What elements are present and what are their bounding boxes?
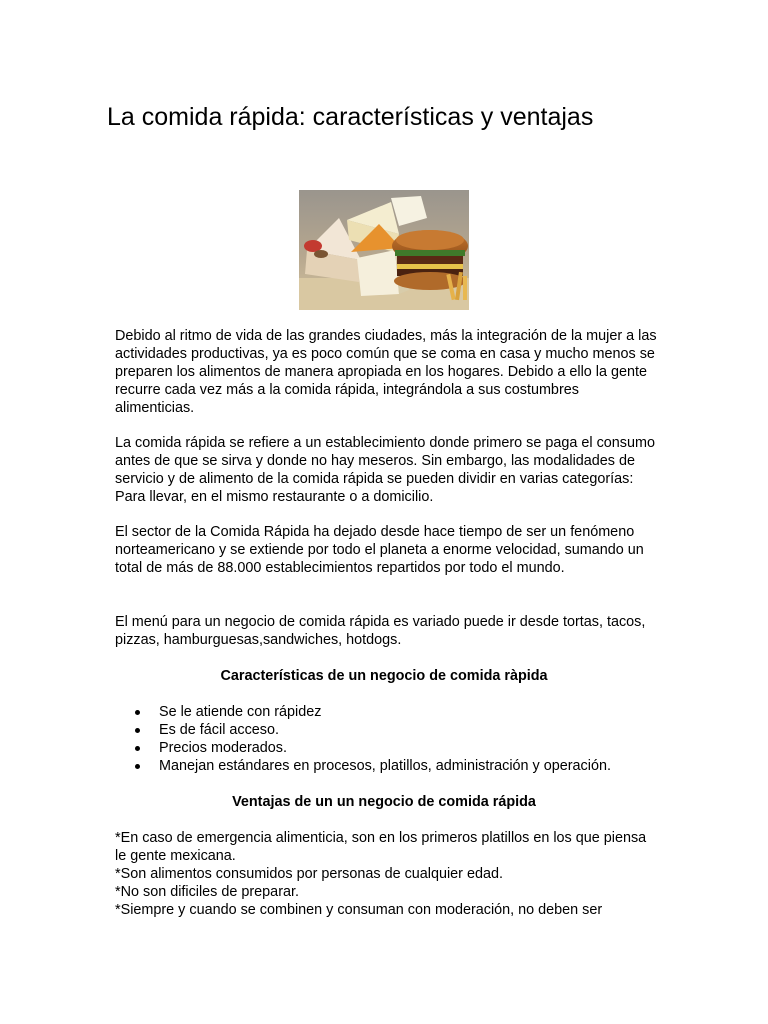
fast-food-photo: [299, 190, 469, 310]
bullet-icon: [135, 746, 140, 751]
characteristics-list: [130, 703, 690, 775]
intro-paragraph: Debido al ritmo de vida de las grandes ciudades, más la integración de la mujer a las actividades productivas, ya es poco común que se coma en casa y mucho menos se preparen los alimentos de manera apropiada en los hogares. Debido a ello la gente recurre cada vez más a la comida rápida, integrándola a sus costumbres alimenticias.: [115, 328, 657, 416]
advantages-list: [115, 829, 660, 919]
advantages-heading: Ventajas de un un negocio de comida rápida: [232, 794, 536, 810]
list-item: Precios moderados.: [130, 739, 690, 757]
sector-paragraph: El sector de la Comida Rápida ha dejado desde hace tiempo de ser un fenómeno norteamericano y se extiende por todo el planeta a enorme velocidad, sumando un total de más de 88.000 establecimientos repartidos por todo el mundo.: [115, 524, 644, 576]
list-item: Se le atiende con rápidez: [130, 703, 690, 721]
bullet-icon: [135, 728, 140, 733]
bullet-icon: [135, 710, 140, 715]
menu-paragraph: El menú para un negocio de comida rápida es variado puede ir desde tortas, tacos, pizzas, hamburguesas,sandwiches, hotdogs.: [115, 614, 646, 648]
advantage-item: *Siempre y cuando se combinen y consuman con moderación, no deben ser: [115, 902, 603, 918]
definition-paragraph: La comida rápida se refiere a un establecimiento donde primero se paga el consumo antes de que se sirva y donde no hay meseros. Sin embargo, las modalidades de servicio y de alimento de la comida rápida se pueden dividir en varias categorías: Para llevar, en el mismo restaurante o a domicilio.: [115, 435, 655, 505]
bullet-icon: [135, 764, 140, 769]
advantage-item: *No son dificiles de preparar.: [115, 884, 299, 900]
page-title: La comida rápida: características y ventajas: [107, 103, 594, 131]
characteristics-heading: Características de un negocio de comida ràpida: [220, 668, 548, 684]
advantage-item: *Son alimentos consumidos por personas de cualquier edad.: [115, 866, 503, 882]
advantage-item: *En caso de emergencia alimenticia, son en los primeros platillos en los que piensa le gente mexicana.: [115, 830, 647, 864]
list-item: Manejan estándares en procesos, platillos, administración y operación.: [130, 757, 690, 775]
list-item: Es de fácil acceso.: [130, 721, 690, 739]
